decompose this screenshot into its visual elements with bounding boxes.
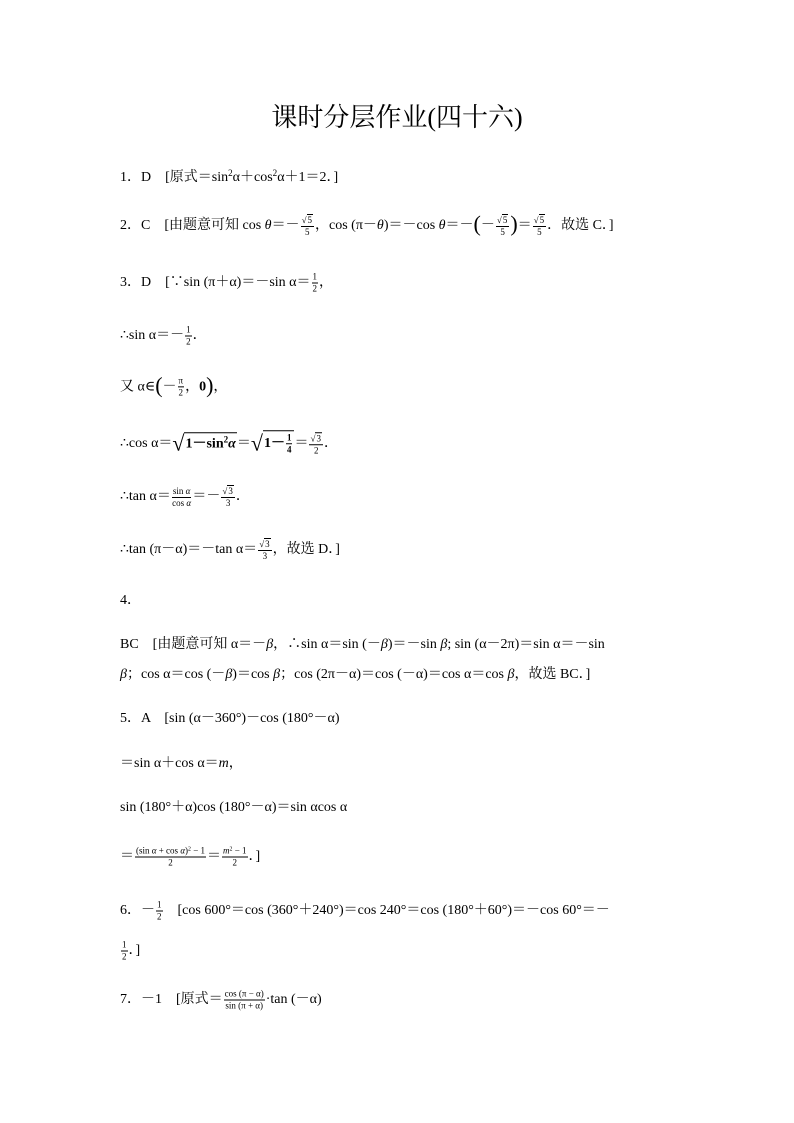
fraction bbox=[533, 214, 546, 238]
fraction-denominator bbox=[224, 1001, 265, 1012]
solution-line bbox=[120, 798, 347, 818]
solution-line bbox=[120, 940, 140, 963]
square-root bbox=[310, 432, 321, 444]
solution-line bbox=[120, 211, 614, 238]
text-run: sin (180°＋α)cos (180°－α)＝sin αcos α bbox=[120, 800, 348, 815]
text-run: 5 bbox=[305, 227, 310, 237]
text-run: BC [由题意可知 α＝－ bbox=[120, 637, 267, 652]
text-run: 1 bbox=[122, 939, 127, 950]
text-run: 6．－ bbox=[120, 903, 155, 919]
text-run: 2 bbox=[157, 911, 162, 922]
text-run: cos (π − α) bbox=[224, 988, 264, 999]
large-parenthesis: ( bbox=[473, 211, 481, 237]
square-root bbox=[172, 429, 237, 455]
fraction-numerator bbox=[121, 940, 128, 952]
solution-line bbox=[120, 538, 340, 562]
text-run: α＋1＝2．] bbox=[277, 170, 339, 185]
text-run: )＝－sin bbox=[387, 637, 441, 652]
square-root bbox=[497, 214, 508, 226]
fraction-numerator bbox=[286, 432, 293, 444]
fraction-denominator bbox=[312, 284, 319, 295]
italic-symbol: α bbox=[180, 845, 186, 856]
italic-symbol: β bbox=[440, 637, 448, 652]
text-run: ＝－ bbox=[271, 218, 300, 234]
italic-symbol: β bbox=[380, 637, 388, 652]
solution-line bbox=[120, 846, 260, 869]
text-run: ． bbox=[192, 328, 207, 344]
text-run: 3 bbox=[316, 432, 321, 443]
fraction bbox=[185, 325, 192, 348]
text-run: 2 bbox=[122, 951, 127, 962]
text-run: ， bbox=[319, 275, 334, 291]
text-run: ．故选 C．] bbox=[547, 218, 614, 234]
text-run: 2 bbox=[178, 387, 184, 398]
radical-sign: √ bbox=[533, 215, 539, 225]
superscript: 2 bbox=[223, 433, 229, 444]
text-run: 1－sin bbox=[185, 435, 224, 451]
text-run: + cos bbox=[156, 845, 181, 856]
fraction-numerator bbox=[309, 432, 322, 445]
text-run: 5 bbox=[502, 215, 508, 225]
fraction-denominator bbox=[222, 858, 248, 869]
text-run: ，故选 D．] bbox=[272, 542, 340, 558]
fraction-denominator bbox=[135, 858, 206, 869]
text-run: 3 bbox=[228, 486, 233, 496]
italic-symbol: β bbox=[507, 667, 515, 682]
text-run: 2．C [由题意可知 cos bbox=[120, 218, 265, 234]
italic-symbol: θ bbox=[376, 218, 384, 234]
radicand bbox=[184, 432, 236, 454]
text-run: 3 bbox=[265, 539, 270, 549]
bold-text: 0 bbox=[199, 379, 207, 395]
text-run: － bbox=[480, 218, 495, 234]
solution-line bbox=[120, 665, 590, 685]
text-run: 2 bbox=[168, 857, 173, 868]
radicand bbox=[315, 432, 322, 444]
superscript: 2 bbox=[272, 168, 278, 178]
fraction bbox=[224, 989, 265, 1012]
radical-sign: √ bbox=[259, 539, 265, 549]
text-run: ；cos α＝cos (－ bbox=[126, 667, 226, 682]
solution-line bbox=[120, 635, 605, 655]
italic-symbol: β bbox=[120, 667, 127, 682]
text-run: (sin bbox=[136, 845, 152, 856]
text-run: ．] bbox=[248, 849, 261, 865]
text-run: cos bbox=[172, 497, 187, 508]
fraction bbox=[121, 940, 128, 963]
square-root bbox=[222, 485, 233, 497]
text-run: ，cos (π－ bbox=[315, 218, 377, 234]
radical-sign: √ bbox=[172, 429, 185, 455]
fraction bbox=[178, 376, 185, 399]
italic-symbol: β bbox=[225, 667, 233, 682]
text-run: 7．－1 [原式＝ bbox=[120, 992, 223, 1008]
text-run: ，∴sin α＝sin (－ bbox=[273, 637, 381, 652]
text-run: 2 bbox=[313, 444, 319, 455]
text-run: 1－ bbox=[263, 435, 285, 451]
fraction-numerator bbox=[221, 485, 234, 498]
text-run: − 1 bbox=[232, 845, 247, 856]
text-run: ; sin (α－2π)＝sin α＝－sin bbox=[447, 637, 605, 652]
fraction-numerator bbox=[222, 846, 248, 858]
radicand bbox=[263, 430, 295, 455]
text-run: ·tan (－α) bbox=[265, 992, 322, 1008]
superscript: 2 bbox=[229, 846, 233, 853]
fraction bbox=[312, 272, 319, 295]
text-run: )＝－cos bbox=[383, 218, 439, 234]
fraction-numerator bbox=[301, 214, 314, 227]
fraction-numerator bbox=[172, 486, 192, 498]
radicand bbox=[307, 214, 314, 226]
solution-line bbox=[120, 709, 340, 729]
text-run: ∴tan (π－α)＝－tan α＝ bbox=[120, 542, 258, 558]
fraction-numerator bbox=[224, 989, 265, 1001]
text-run: α＋cos bbox=[232, 170, 273, 185]
text-run: ＝－ bbox=[192, 489, 221, 505]
fraction bbox=[222, 846, 248, 869]
text-run: ． bbox=[323, 435, 338, 451]
fraction-denominator bbox=[309, 445, 322, 456]
text-run: ＝ bbox=[120, 849, 134, 865]
fraction bbox=[496, 214, 509, 238]
text-run: ，故选 BC．] bbox=[514, 667, 591, 682]
italic-symbol: θ bbox=[264, 218, 272, 234]
text-run: ＝ bbox=[207, 849, 222, 865]
text-run: ＝ bbox=[517, 218, 532, 234]
radical-sign: √ bbox=[301, 215, 307, 225]
text-run: 2 bbox=[186, 336, 191, 347]
fraction-numerator bbox=[178, 376, 185, 388]
fraction-denominator bbox=[172, 498, 192, 509]
solution-line bbox=[120, 485, 250, 509]
text-run: 3 bbox=[225, 498, 231, 508]
italic-symbol: β bbox=[266, 637, 274, 652]
text-run: 5 bbox=[537, 227, 542, 237]
italic-symbol: β bbox=[273, 667, 281, 682]
text-run: sin (π + α) bbox=[225, 1000, 263, 1011]
text-run: 1 bbox=[157, 899, 162, 910]
text-run: ∴tan α＝ bbox=[120, 489, 171, 505]
text-run: sin bbox=[172, 485, 186, 496]
text-run: 1 bbox=[286, 432, 292, 443]
square-root bbox=[251, 430, 295, 455]
fraction bbox=[286, 432, 293, 455]
radicand bbox=[264, 538, 271, 550]
fraction-numerator bbox=[496, 214, 509, 227]
italic-symbol: α bbox=[186, 497, 192, 508]
solution-line bbox=[120, 168, 338, 188]
page-title: 课时分层作业(四十六) bbox=[271, 103, 523, 132]
large-parenthesis: ) bbox=[510, 211, 518, 237]
text-run: 4． bbox=[120, 593, 141, 608]
italic-symbol: α bbox=[185, 485, 191, 496]
radicand bbox=[539, 214, 546, 226]
solution-line bbox=[120, 989, 322, 1012]
fraction-denominator bbox=[258, 551, 271, 562]
fraction-numerator bbox=[312, 272, 319, 284]
italic-symbol: α bbox=[151, 845, 157, 856]
text-run: ) bbox=[185, 845, 189, 856]
radicand bbox=[227, 485, 234, 497]
fraction-denominator bbox=[301, 227, 314, 238]
fraction-denominator bbox=[185, 337, 192, 348]
text-run: ∴cos α＝ bbox=[120, 435, 173, 451]
fraction-denominator bbox=[286, 444, 293, 455]
radical-sign: √ bbox=[496, 215, 502, 225]
fraction-denominator bbox=[121, 952, 128, 963]
square-root bbox=[259, 538, 270, 550]
text-run: 3 bbox=[262, 551, 268, 561]
text-run: ， bbox=[185, 379, 200, 395]
radical-sign: √ bbox=[222, 486, 228, 496]
radical-sign: √ bbox=[250, 429, 263, 455]
text-run: ∴sin α＝－ bbox=[120, 328, 185, 344]
superscript: 2 bbox=[188, 846, 191, 853]
text-run: ， bbox=[213, 379, 228, 395]
text-run: 4 bbox=[286, 444, 292, 455]
text-run: 3．D [∵sin (π＋α)＝－sin α＝ bbox=[120, 275, 311, 291]
text-run: 1 bbox=[186, 324, 191, 335]
fraction-denominator bbox=[496, 227, 509, 238]
text-run: ． bbox=[235, 489, 250, 505]
fraction-numerator bbox=[156, 900, 163, 912]
text-run: ＝ bbox=[294, 435, 309, 451]
fraction-numerator bbox=[533, 214, 546, 227]
italic-symbol: α bbox=[228, 435, 236, 451]
fraction bbox=[309, 432, 322, 456]
italic-symbol: m bbox=[223, 845, 230, 856]
text-run: − 1 bbox=[190, 845, 206, 856]
fraction-denominator bbox=[156, 912, 163, 923]
fraction-denominator bbox=[221, 498, 234, 509]
fraction-numerator bbox=[135, 846, 206, 858]
large-parenthesis: ) bbox=[206, 372, 214, 398]
text-run: 2 bbox=[232, 857, 238, 868]
text-run: ， bbox=[228, 756, 243, 771]
text-run: 5 bbox=[307, 215, 313, 225]
text-run: 2 bbox=[312, 283, 318, 294]
fraction bbox=[221, 485, 234, 509]
solution-line bbox=[120, 430, 338, 456]
fraction bbox=[301, 214, 314, 238]
text-run: 又 α∈ bbox=[120, 379, 156, 395]
text-run: 5．A [sin (α－360°)－cos (180°－α) bbox=[120, 711, 340, 726]
fraction bbox=[135, 846, 206, 869]
text-run: － bbox=[162, 379, 177, 395]
fraction-denominator bbox=[178, 388, 185, 399]
solution-line bbox=[120, 900, 610, 923]
italic-symbol: m bbox=[218, 756, 229, 771]
solution-line bbox=[120, 754, 243, 774]
text-run: ＝ bbox=[236, 435, 251, 451]
text-run: 1 bbox=[312, 271, 318, 282]
text-run: [cos 600°＝cos (360°＋240°)＝cos 240°＝cos (180°＋60°)＝－cos 60°＝－ bbox=[163, 903, 610, 919]
fraction bbox=[258, 538, 271, 562]
fraction bbox=[156, 900, 163, 923]
square-root bbox=[302, 214, 313, 226]
fraction bbox=[172, 486, 192, 509]
radicand bbox=[502, 214, 509, 226]
text-run: ．] bbox=[128, 943, 141, 959]
radical-sign: √ bbox=[310, 432, 316, 443]
text-run: π bbox=[178, 375, 184, 386]
solution-line bbox=[120, 272, 333, 295]
text-run: 5 bbox=[539, 215, 545, 225]
text-run: 5 bbox=[500, 227, 505, 237]
italic-symbol: θ bbox=[438, 218, 446, 234]
square-root bbox=[534, 214, 545, 226]
solution-line bbox=[120, 372, 228, 398]
text-run: 1．D [原式＝sin bbox=[120, 170, 229, 185]
solution-line bbox=[120, 591, 141, 611]
superscript: 2 bbox=[228, 168, 233, 178]
text-run: ；cos (2π－α)＝cos (－α)＝cos α＝cos bbox=[280, 667, 508, 682]
text-run: ＝sin α＋cos α＝ bbox=[120, 756, 219, 771]
text-run: )＝cos bbox=[232, 667, 274, 682]
large-parenthesis: ( bbox=[155, 372, 163, 398]
fraction-denominator bbox=[533, 227, 546, 238]
solution-line bbox=[120, 325, 207, 348]
fraction-numerator bbox=[258, 538, 271, 551]
fraction-numerator bbox=[185, 325, 192, 337]
text-run: ＝－ bbox=[445, 218, 474, 234]
